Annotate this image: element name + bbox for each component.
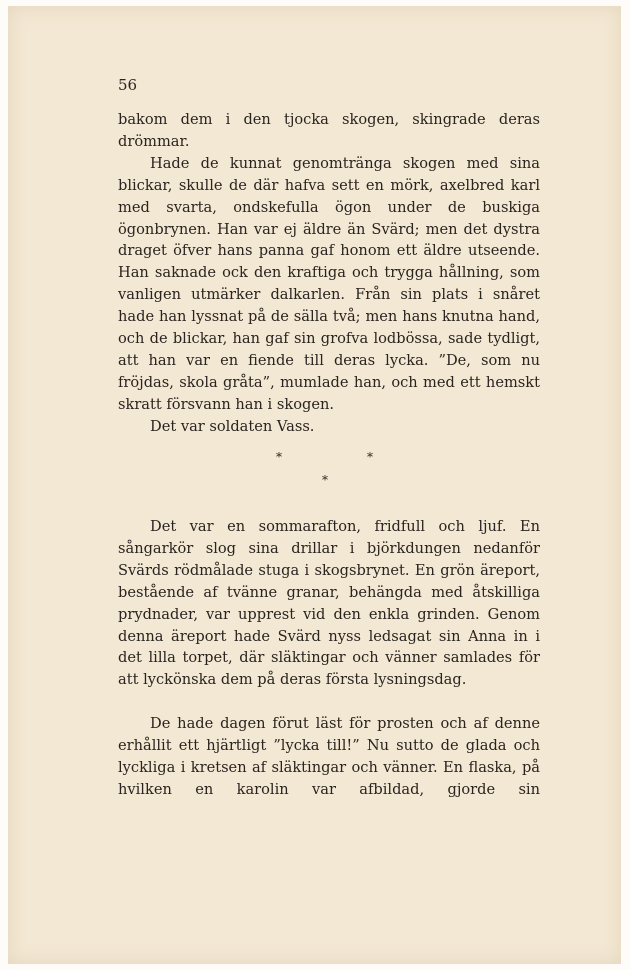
paragraph-soldier-vass: Det var soldaten Vass. bbox=[150, 417, 315, 435]
separator-star-right: * bbox=[367, 450, 373, 464]
text-section-2 bbox=[118, 516, 540, 801]
page-number: 56 bbox=[118, 76, 138, 94]
separator-star-bottom: * bbox=[322, 473, 328, 487]
paragraph-summer-evening: Det var en sommarafton, fridfull och ljuf. En sångarkör slog sina drillar i björkdungen nedanför Svärds rödmålade stuga i skogsbrynet. En grön äreport, bestående af tvänne granar, behängda med åtskilliga prydnader, var upprest vid den enkla grinden. Genom denna äreport hade Svärd nyss ledsagat sin Anna in i det lilla torpet, där släktingar och vänner samlades för att lyckönska dem på deras första lysningsdag. bbox=[118, 518, 540, 689]
separator-star-left: * bbox=[276, 450, 282, 464]
paragraph-continuation: bakom dem i den tjocka skogen, skingrade deras drömmar. bbox=[118, 111, 540, 150]
paragraph-betrothal: De hade dagen förut läst för prosten och af denne erhållit ett hjärtligt ”lycka till!” Nu sutto de glada och lyckliga i kretsen af släktingar och vänner. En flaska, på hvilken en karolin var afbildad, gjorde sin bbox=[118, 715, 540, 798]
text-section-1 bbox=[118, 109, 540, 438]
paragraph-stranger-description: Hade de kunnat genomtränga skogen med sina blickar, skulle de där hafva sett en mörk, axelbred karl med svarta, ondskefulla ögon under de buskiga ögonbrynen. Han var ej äldre än Svärd; men det dystra draget öfver hans panna gaf honom ett äldre utseende. Han saknade ock den kraftiga och trygga hållning, som vanligen utmärker dalkarlen. Från sin plats i snåret hade han lyssnat på de sälla två; men hans knutna hand, och de blickar, han gaf sin grofva lodbössa, sade tydligt, att han var en fiende till deras lycka. ”De, som nu fröjdas, skola gråta”, mumlade han, och med ett hemskt skratt försvann han i skogen. bbox=[118, 154, 540, 413]
